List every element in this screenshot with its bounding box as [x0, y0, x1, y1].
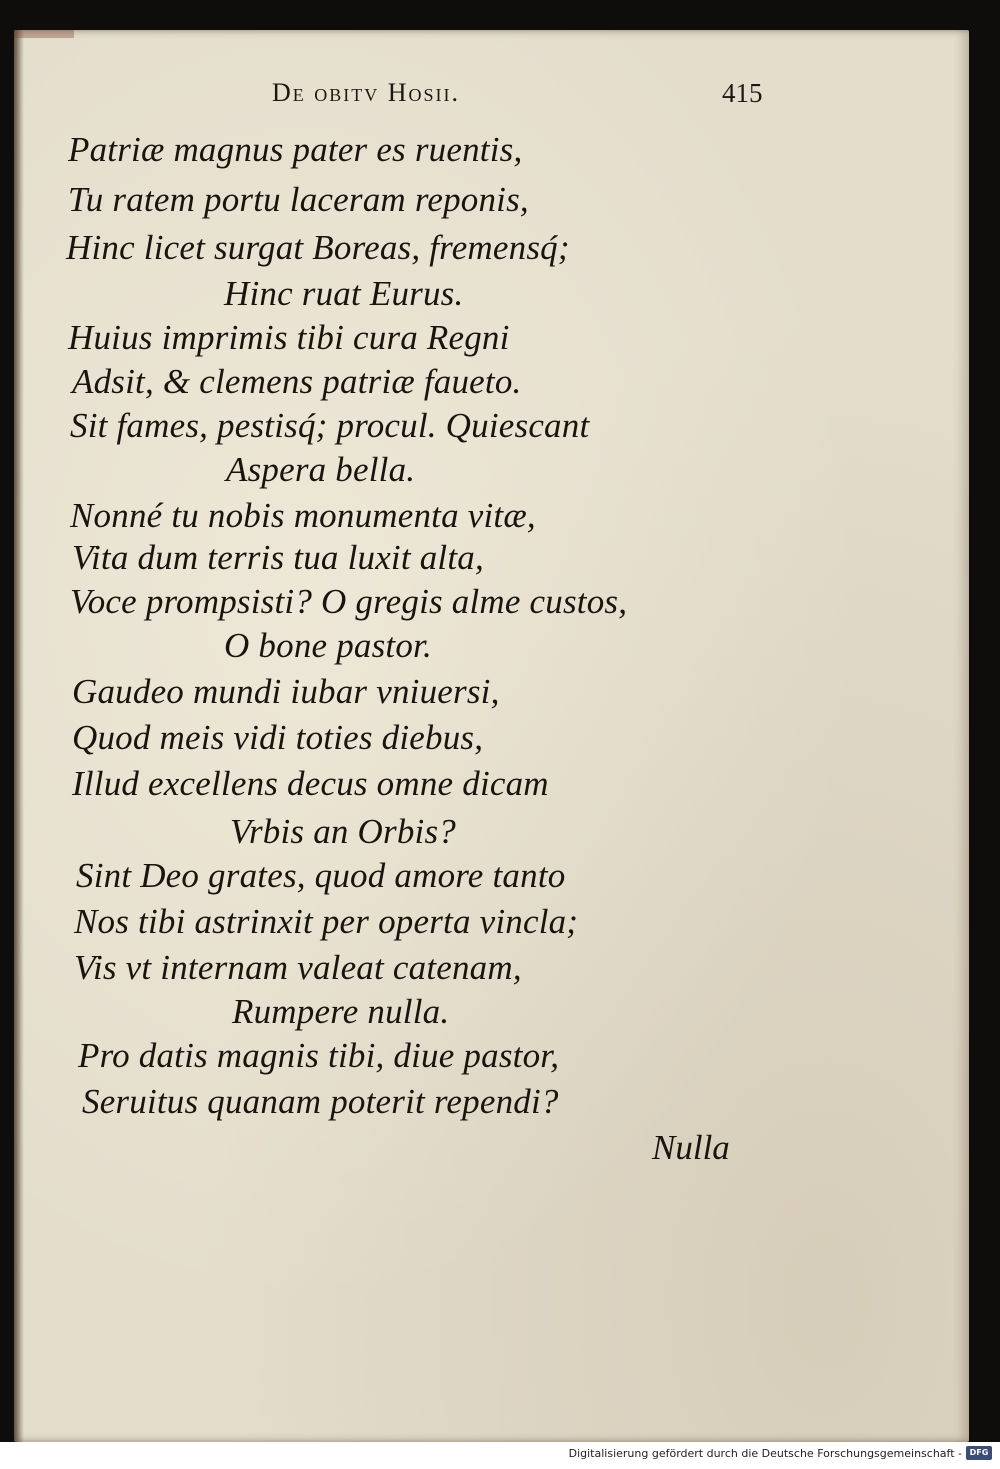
verse-line: Voce prompsisti? O gregis alme custos, [70, 582, 628, 621]
page-number: 415 [722, 78, 763, 108]
verse-line: Vita dum terris tua luxit alta, [72, 538, 484, 577]
verse-line: Sint Deo grates, quod amore tanto [76, 856, 566, 895]
verse-line: Sit fames, pestisq́; procul. Quiescant [70, 406, 590, 445]
verse-line: Pro datis magnis tibi, diue pastor, [78, 1036, 560, 1075]
verse-line: Hinc licet surgat Boreas, fremensq́; [66, 228, 570, 267]
catchword: Nulla [652, 1128, 730, 1167]
verse-line: Adsit, & clemens patriæ faueto. [72, 362, 522, 401]
verse-line: Patriæ magnus pater es ruentis, [68, 130, 523, 169]
funding-credit: Digitalisierung gefördert durch die Deutsche Forschungsgemeinschaft - [568, 1447, 962, 1460]
verse-line: Nonné tu nobis monumenta vitæ, [70, 496, 536, 535]
verse-line: Nos tibi astrinxit per operta vincla; [74, 902, 579, 941]
running-head: De obitv Hosii. [272, 78, 461, 107]
verse-line: Vrbis an Orbis? [230, 812, 456, 851]
verse-line: Tu ratem portu laceram reponis, [68, 180, 529, 219]
verse-line: O bone pastor. [224, 626, 432, 665]
verse-line: Aspera bella. [226, 450, 416, 489]
verse-line: Rumpere nulla. [232, 992, 450, 1031]
verse-line: Gaudeo mundi iubar vniuersi, [72, 672, 500, 711]
verse-line: Huius imprimis tibi cura Regni [68, 318, 510, 357]
dfg-logo: DFG [966, 1446, 992, 1460]
verse-line: Illud excellens decus omne dicam [72, 764, 549, 803]
verse-line: Quod meis vidi toties diebus, [72, 718, 484, 757]
verse-line: Vis vt internam valeat catenam, [74, 948, 522, 987]
verse-line: Hinc ruat Eurus. [224, 274, 464, 313]
verse-line: Seruitus quanam poterit rependi? [82, 1082, 559, 1121]
